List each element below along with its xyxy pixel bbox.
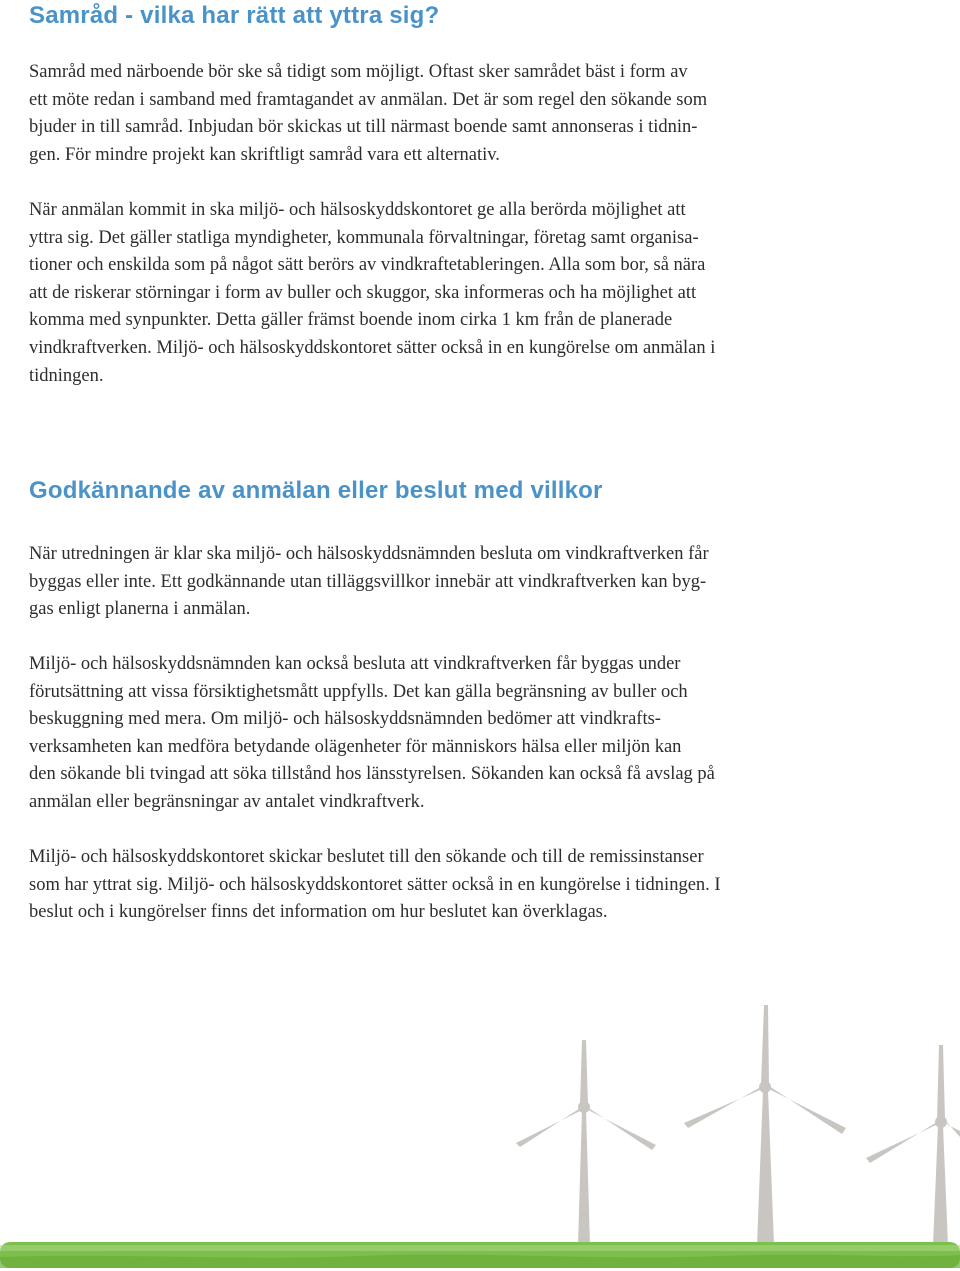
wind-turbine-right	[866, 1045, 960, 1245]
section-heading-samrad: Samråd - vilka har rätt att yttra sig?	[29, 2, 440, 29]
paragraph-beslut	[29, 844, 929, 927]
grass-strip	[0, 1242, 960, 1268]
text-line: tioner och enskilda som på något sätt berörs av vindkraftetableringen. Alla som bor, så nära	[29, 255, 706, 276]
paragraph-yttra-sig	[29, 197, 929, 390]
text-line: gas enligt planerna i anmälan.	[29, 599, 251, 620]
text-line: att de riskerar störningar i form av buller och skuggor, ska informeras och ha möjlighet att	[29, 282, 697, 303]
text-line: tidningen.	[29, 365, 104, 386]
text-line: bjuder in till samråd. Inbjudan bör skickas ut till närmast boende samt annonseras i tidnin-	[29, 117, 698, 138]
text-line: verksamheten kan medföra betydande olägenheter för människors hälsa eller miljön kan	[29, 736, 682, 757]
wind-turbine-center	[684, 1005, 846, 1245]
text-line: den sökande bli tvingad att söka tillstånd hos länsstyrelsen. Sökanden kan också få avslag på	[29, 764, 715, 785]
text-line: Miljö- och hälsoskyddsnämnden kan också besluta att vindkraftverken får byggas under	[29, 654, 681, 674]
text-line: anmälan eller begränsningar av antalet vindkraftverk.	[29, 791, 425, 812]
text-line: vindkraftverken. Miljö- och hälsoskyddskontoret sätter också in en kungörelse om anmälan i	[29, 337, 716, 358]
text-line: gen. För mindre projekt kan skriftligt samråd vara ett alternativ.	[29, 144, 500, 165]
wind-turbines-illustration	[0, 995, 960, 1271]
wind-turbine-left	[516, 1040, 656, 1245]
text-line: yttra sig. Det gäller statliga myndigheter, kommunala förvaltningar, företag samt organisa-	[29, 227, 699, 248]
paragraph-villkor	[29, 651, 929, 817]
paragraph-samrad-intro	[29, 59, 929, 169]
text-line: Miljö- och hälsoskyddskontoret skickar beslutet till den sökande och till de remissinstanser	[29, 847, 704, 867]
text-line: När anmälan kommit in ska miljö- och hälsoskyddskontoret ge alla berörda möjlighet att	[29, 200, 686, 220]
text-line: ett möte redan i samband med framtagandet av anmälan. Det är som regel den sökande som	[29, 89, 708, 110]
text-line: beskuggning med mera. Om miljö- och hälsoskyddsnämnden bedömer att vindkrafts-	[29, 709, 661, 730]
text-line: beslut och i kungörelser finns det information om hur beslutet kan överklagas.	[29, 902, 608, 923]
paragraph-utredning	[29, 541, 929, 624]
text-line: Samråd med närboende bör ske så tidigt som möjligt. Oftast sker samrådet bäst i form av	[29, 62, 688, 82]
text-line: som har yttrat sig. Miljö- och hälsoskyddskontoret sätter också in en kungörelse i tidningen. I	[29, 874, 721, 895]
text-line: förutsättning att vissa försiktighetsmått uppfylls. Det kan gälla begränsning av buller och	[29, 681, 688, 702]
section-heading-godkannande: Godkännande av anmälan eller beslut med villkor	[29, 477, 603, 504]
text-line: komma med synpunkter. Detta gäller främst boende inom cirka 1 km från de planerade	[29, 310, 673, 331]
text-line: När utredningen är klar ska miljö- och hälsoskyddsnämnden besluta om vindkraftverken får	[29, 544, 709, 564]
text-line: byggas eller inte. Ett godkännande utan tilläggsvillkor innebär att vindkraftverken kan byg-	[29, 571, 707, 592]
